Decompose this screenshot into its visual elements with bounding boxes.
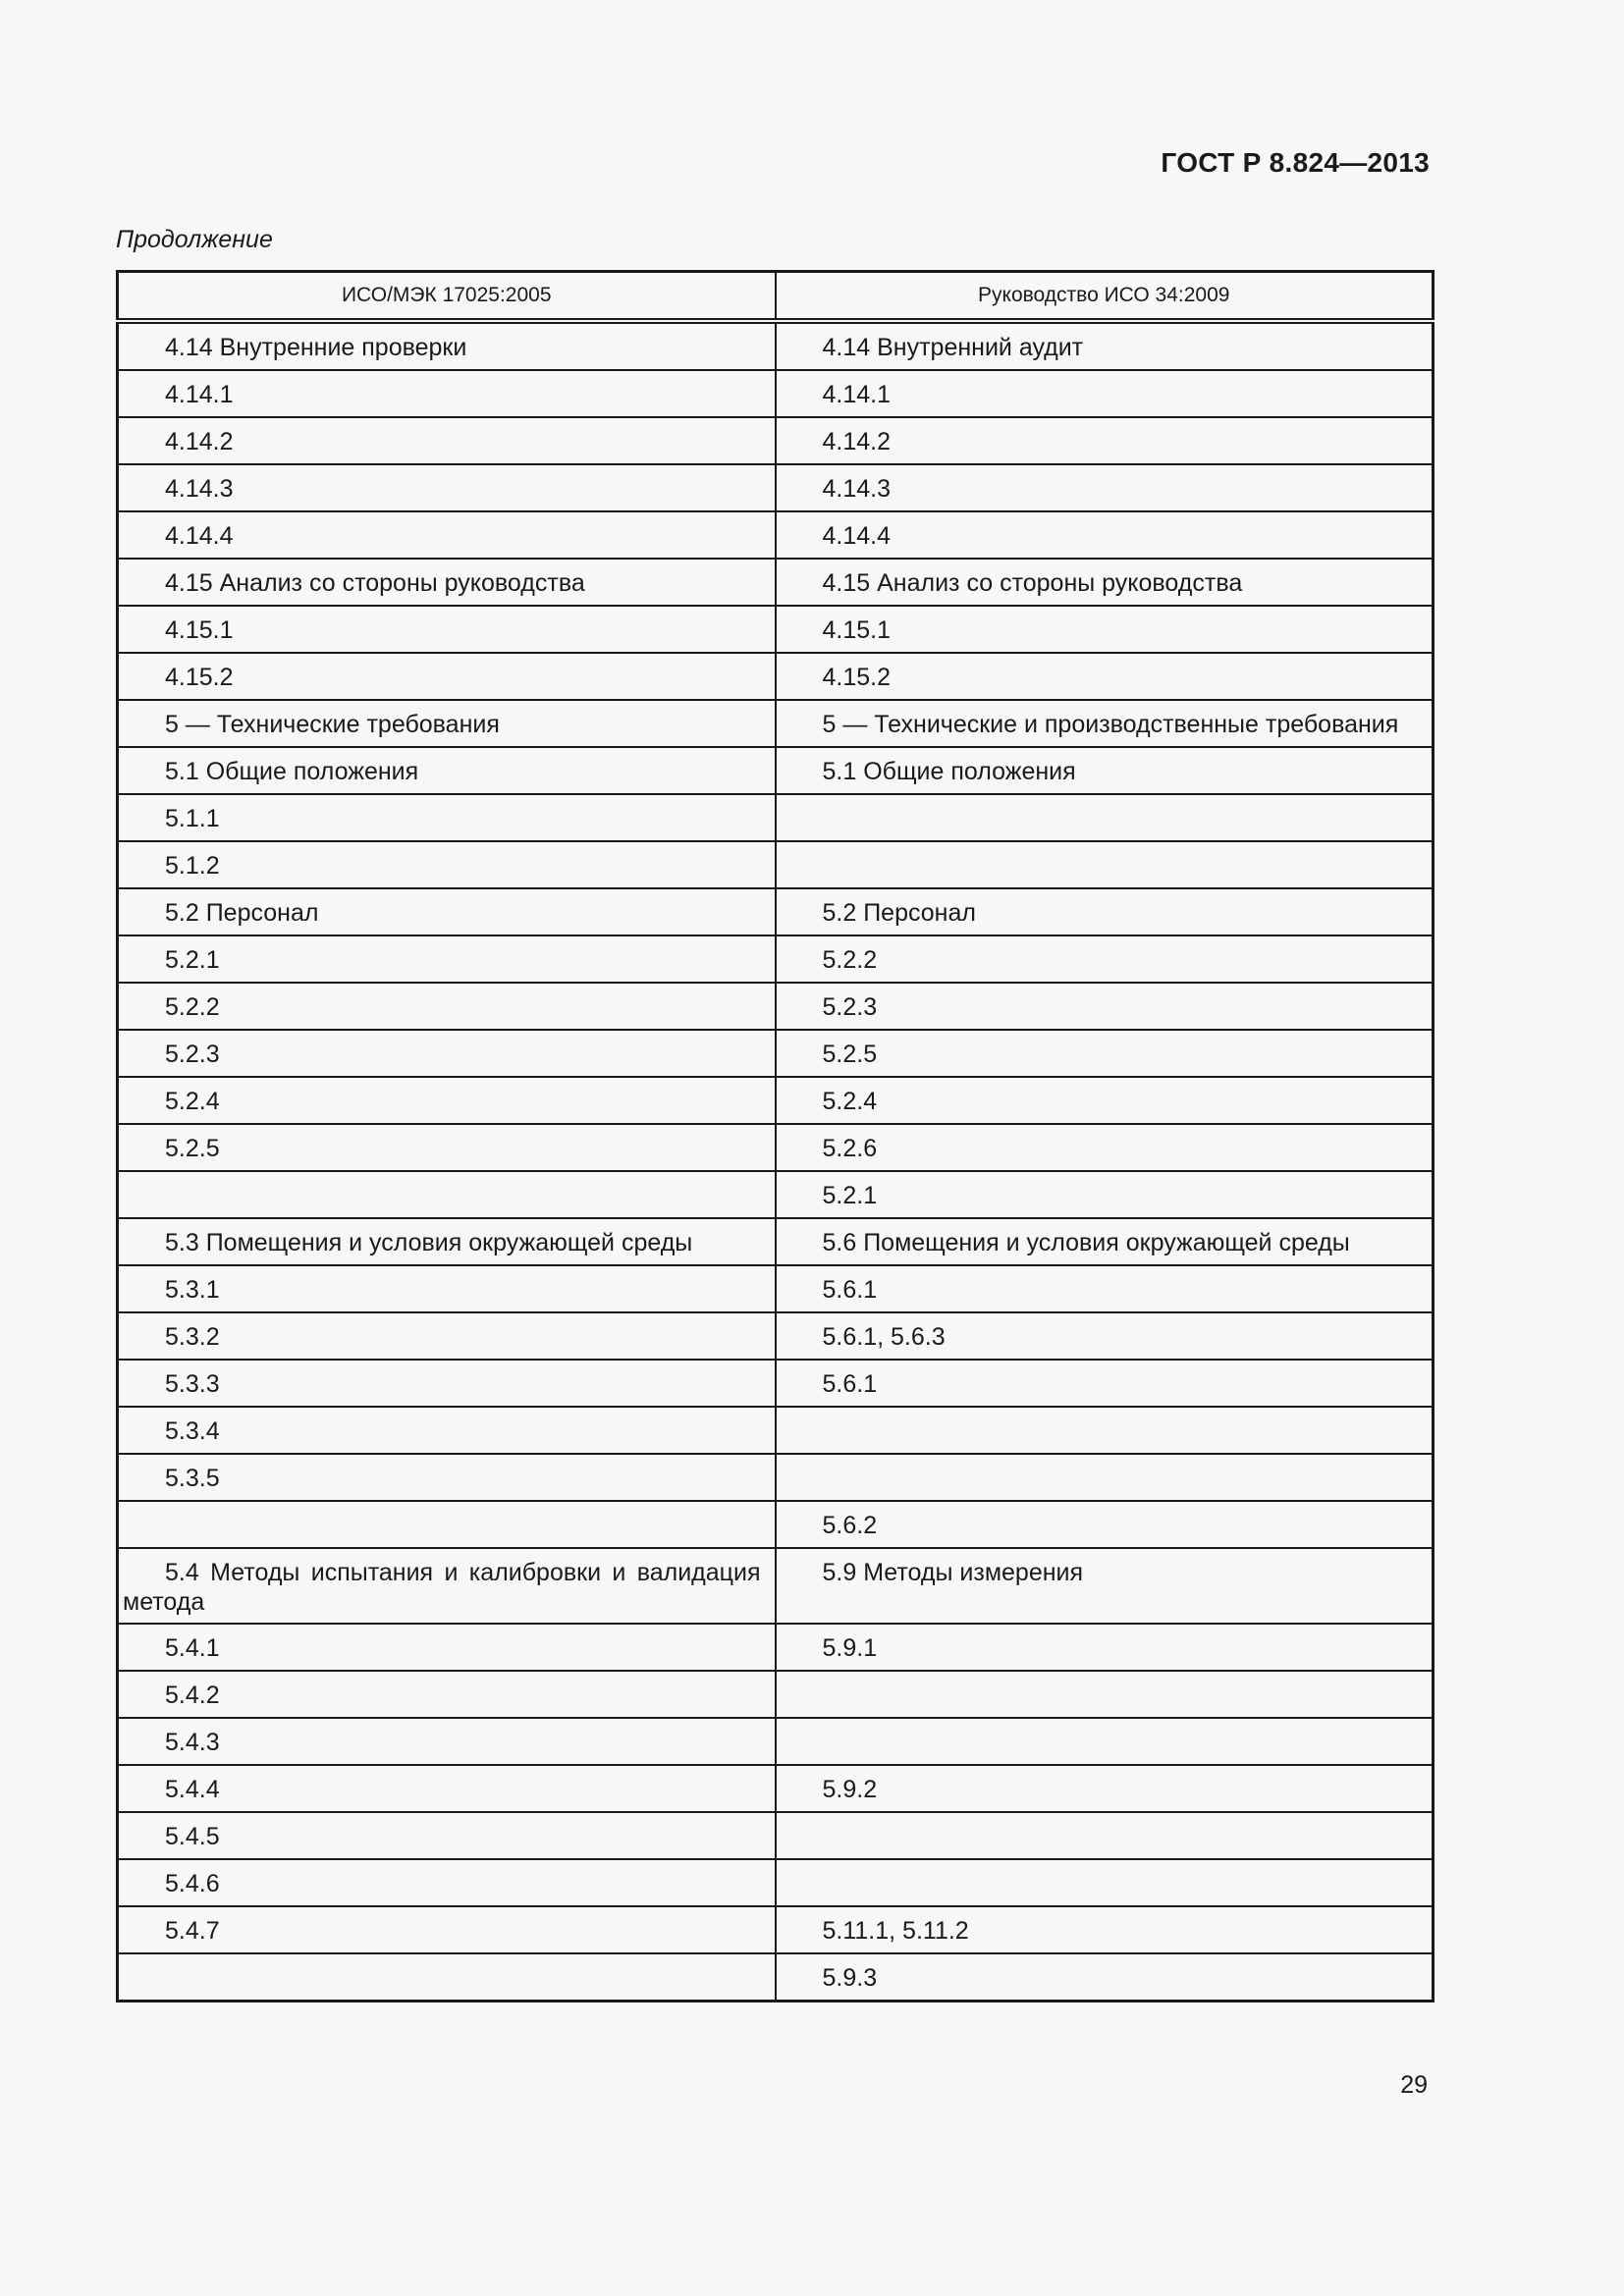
cell-iso-iec-17025 (118, 1077, 776, 1124)
table-row (118, 1407, 1434, 1454)
table-row (118, 464, 1434, 511)
cell-text: 5.4.2 (165, 1682, 220, 1709)
cell-text: 5.2.4 (165, 1088, 220, 1115)
cell-iso-iec-17025 (118, 700, 776, 747)
column-header-iso-guide-34: Руководство ИСО 34:2009 (776, 272, 1434, 322)
cell-text: 5.3.1 (165, 1276, 220, 1304)
cell-iso-iec-17025 (118, 1218, 776, 1265)
cell-text: 5.4.4 (165, 1776, 220, 1803)
cell-iso-guide-34 (776, 1859, 1434, 1906)
correspondence-table (116, 270, 1435, 2002)
cell-text: 4.14.1 (165, 381, 234, 408)
cell-iso-iec-17025 (118, 1906, 776, 1953)
cell-iso-guide-34 (776, 1360, 1434, 1407)
cell-text (777, 1672, 1433, 1686)
cell-text: 5.4.1 (165, 1634, 220, 1662)
cell-text (777, 1813, 1433, 1828)
cell-text: 5.9.2 (822, 1776, 878, 1803)
table-row (118, 1548, 1434, 1624)
cell-iso-iec-17025 (118, 1953, 776, 2002)
cell-text: 5.4.3 (165, 1729, 220, 1756)
cell-iso-iec-17025 (118, 559, 776, 606)
cell-text: 5.2 Персонал (822, 899, 976, 927)
cell-iso-guide-34 (776, 559, 1434, 606)
cell-iso-iec-17025 (118, 1548, 776, 1624)
cell-iso-iec-17025 (118, 1501, 776, 1548)
cell-iso-iec-17025 (118, 983, 776, 1030)
cell-text: 5 — Технические и производственные требования (822, 711, 1399, 738)
table-row (118, 841, 1434, 888)
cell-text: 5.3.4 (165, 1417, 220, 1445)
cell-text: 5.2.3 (822, 993, 878, 1021)
cell-text: 5.2 Персонал (165, 899, 319, 927)
cell-iso-guide-34 (776, 606, 1434, 653)
table-row (118, 1360, 1434, 1407)
cell-iso-guide-34 (776, 1548, 1434, 1624)
cell-iso-iec-17025 (118, 1124, 776, 1171)
cell-text: 5.4 Методы испытания и калибровки и валидация метода (123, 1559, 761, 1616)
cell-iso-iec-17025 (118, 1030, 776, 1077)
cell-text: 4.14.4 (822, 522, 892, 550)
cell-text: 5.2.1 (165, 946, 220, 974)
cell-iso-guide-34 (776, 1077, 1434, 1124)
cell-text: 5.2.3 (165, 1041, 220, 1068)
cell-iso-iec-17025 (118, 417, 776, 464)
cell-text: 5.4.6 (165, 1870, 220, 1897)
table-row (118, 511, 1434, 559)
cell-text: 5.11.1, 5.11.2 (822, 1917, 969, 1945)
cell-iso-iec-17025 (118, 321, 776, 370)
table-row (118, 935, 1434, 983)
cell-iso-iec-17025 (118, 1718, 776, 1765)
cell-text: 5.2.2 (822, 946, 878, 974)
cell-text: 5.6 Помещения и условия окружающей среды (822, 1229, 1350, 1256)
cell-iso-iec-17025 (118, 1265, 776, 1312)
table-row (118, 653, 1434, 700)
cell-iso-iec-17025 (118, 1360, 776, 1407)
table-row (118, 983, 1434, 1030)
table-body (118, 321, 1434, 2002)
cell-text (777, 842, 1433, 857)
cell-text: 5.2.6 (822, 1135, 878, 1162)
cell-iso-guide-34 (776, 1265, 1434, 1312)
cell-text: 5.3.3 (165, 1370, 220, 1398)
cell-text: 4.14.1 (822, 381, 892, 408)
cell-text (119, 1954, 775, 1969)
cell-iso-iec-17025 (118, 511, 776, 559)
cell-iso-guide-34 (776, 1218, 1434, 1265)
cell-iso-guide-34 (776, 747, 1434, 794)
cell-text: 4.15.1 (822, 616, 892, 644)
cell-text (119, 1172, 775, 1187)
cell-text: 5.6.1, 5.6.3 (822, 1323, 946, 1351)
cell-iso-guide-34 (776, 1906, 1434, 1953)
table-row (118, 1671, 1434, 1718)
cell-text: 5.2.1 (822, 1182, 878, 1209)
cell-iso-iec-17025 (118, 935, 776, 983)
cell-text: 4.14.2 (822, 428, 892, 455)
cell-text: 5.6.1 (822, 1276, 878, 1304)
cell-iso-guide-34 (776, 935, 1434, 983)
cell-text: 5.9.3 (822, 1964, 878, 1992)
cell-text: 5.1 Общие положения (165, 758, 419, 785)
table-row (118, 1265, 1434, 1312)
cell-iso-guide-34 (776, 1030, 1434, 1077)
cell-text: 4.14 Внутренний аудит (822, 334, 1084, 361)
table-row (118, 1718, 1434, 1765)
cell-iso-iec-17025 (118, 841, 776, 888)
table-row (118, 1124, 1434, 1171)
cell-text: 4.15 Анализ со стороны руководства (822, 569, 1243, 597)
cell-iso-guide-34 (776, 700, 1434, 747)
cell-text: 4.14.2 (165, 428, 234, 455)
cell-text: 5.2.5 (822, 1041, 878, 1068)
cell-text: 4.14.3 (165, 475, 234, 503)
table-row (118, 794, 1434, 841)
cell-iso-iec-17025 (118, 606, 776, 653)
cell-iso-iec-17025 (118, 1624, 776, 1671)
cell-text: 5.9.1 (822, 1634, 878, 1662)
cell-iso-guide-34 (776, 1812, 1434, 1859)
cell-iso-guide-34 (776, 888, 1434, 935)
table-row (118, 321, 1434, 370)
cell-text: 5 — Технические требования (165, 711, 500, 738)
cell-text: 5.6.2 (822, 1512, 878, 1539)
cell-iso-guide-34 (776, 370, 1434, 417)
cell-iso-guide-34 (776, 1407, 1434, 1454)
cell-iso-iec-17025 (118, 1171, 776, 1218)
cell-iso-iec-17025 (118, 1454, 776, 1501)
cell-text: 4.15 Анализ со стороны руководства (165, 569, 585, 597)
table-row (118, 1624, 1434, 1671)
cell-text: 5.1.1 (165, 805, 220, 832)
cell-iso-iec-17025 (118, 794, 776, 841)
table-row (118, 1218, 1434, 1265)
cell-iso-guide-34 (776, 983, 1434, 1030)
cell-iso-guide-34 (776, 511, 1434, 559)
cell-iso-iec-17025 (118, 370, 776, 417)
cell-iso-iec-17025 (118, 464, 776, 511)
cell-text: 5.6.1 (822, 1370, 878, 1398)
table-row (118, 700, 1434, 747)
cell-text: 5.4.7 (165, 1917, 220, 1945)
cell-text: 5.3.2 (165, 1323, 220, 1351)
table-row (118, 1077, 1434, 1124)
table-row (118, 1859, 1434, 1906)
cell-iso-iec-17025 (118, 747, 776, 794)
cell-text: 5.1 Общие положения (822, 758, 1076, 785)
table-row (118, 1171, 1434, 1218)
cell-iso-guide-34 (776, 1953, 1434, 2002)
cell-text: 5.9 Методы измерения (822, 1559, 1084, 1586)
cell-text (119, 1502, 775, 1517)
table-row (118, 1454, 1434, 1501)
cell-text: 4.14.3 (822, 475, 892, 503)
cell-text: 4.15.2 (822, 664, 892, 691)
cell-iso-guide-34 (776, 1454, 1434, 1501)
table-row (118, 559, 1434, 606)
table-row (118, 606, 1434, 653)
cell-iso-iec-17025 (118, 1812, 776, 1859)
cell-text (777, 1719, 1433, 1734)
table-row (118, 1906, 1434, 1953)
table-row (118, 1030, 1434, 1077)
cell-iso-guide-34 (776, 1501, 1434, 1548)
table-row (118, 1765, 1434, 1812)
cell-text: 5.2.2 (165, 993, 220, 1021)
cell-iso-iec-17025 (118, 1765, 776, 1812)
cell-text: 5.1.2 (165, 852, 220, 880)
cell-iso-iec-17025 (118, 1407, 776, 1454)
cell-text (777, 1455, 1433, 1469)
table-header-row (118, 272, 1434, 322)
cell-iso-guide-34 (776, 1718, 1434, 1765)
cell-text: 5.2.5 (165, 1135, 220, 1162)
cell-iso-iec-17025 (118, 1312, 776, 1360)
cell-iso-guide-34 (776, 794, 1434, 841)
cell-iso-guide-34 (776, 321, 1434, 370)
cell-iso-iec-17025 (118, 1859, 776, 1906)
cell-iso-guide-34 (776, 1671, 1434, 1718)
cell-iso-guide-34 (776, 1312, 1434, 1360)
table-row (118, 747, 1434, 794)
cell-iso-iec-17025 (118, 1671, 776, 1718)
cell-text (777, 1408, 1433, 1422)
table-row (118, 1812, 1434, 1859)
cell-text: 5.2.4 (822, 1088, 878, 1115)
column-header-iso-iec-17025: ИСО/МЭК 17025:2005 (118, 272, 776, 322)
cell-iso-guide-34 (776, 1765, 1434, 1812)
cell-iso-guide-34 (776, 1171, 1434, 1218)
cell-text (777, 795, 1433, 810)
cell-text: 4.15.2 (165, 664, 234, 691)
table-row (118, 417, 1434, 464)
page-number: 29 (1400, 2071, 1428, 2099)
cell-iso-guide-34 (776, 417, 1434, 464)
cell-text: 5.3.5 (165, 1465, 220, 1492)
cell-iso-iec-17025 (118, 653, 776, 700)
cell-text (777, 1860, 1433, 1875)
table-row (118, 1953, 1434, 2002)
table-row (118, 888, 1434, 935)
document-code: ГОСТ Р 8.824—2013 (1161, 147, 1430, 178)
table-row (118, 370, 1434, 417)
cell-text: 5.4.5 (165, 1823, 220, 1850)
cell-text: 4.14 Внутренние проверки (165, 334, 467, 361)
cell-iso-guide-34 (776, 841, 1434, 888)
cell-iso-guide-34 (776, 1624, 1434, 1671)
cell-text: 5.3 Помещения и условия окружающей среды (165, 1229, 693, 1256)
cell-iso-guide-34 (776, 464, 1434, 511)
cell-iso-guide-34 (776, 1124, 1434, 1171)
cell-text: 4.15.1 (165, 616, 234, 644)
cell-iso-guide-34 (776, 653, 1434, 700)
continuation-label: Продолжение (116, 226, 273, 253)
table-row (118, 1312, 1434, 1360)
cell-iso-iec-17025 (118, 888, 776, 935)
table-row (118, 1501, 1434, 1548)
cell-text: 4.14.4 (165, 522, 234, 550)
